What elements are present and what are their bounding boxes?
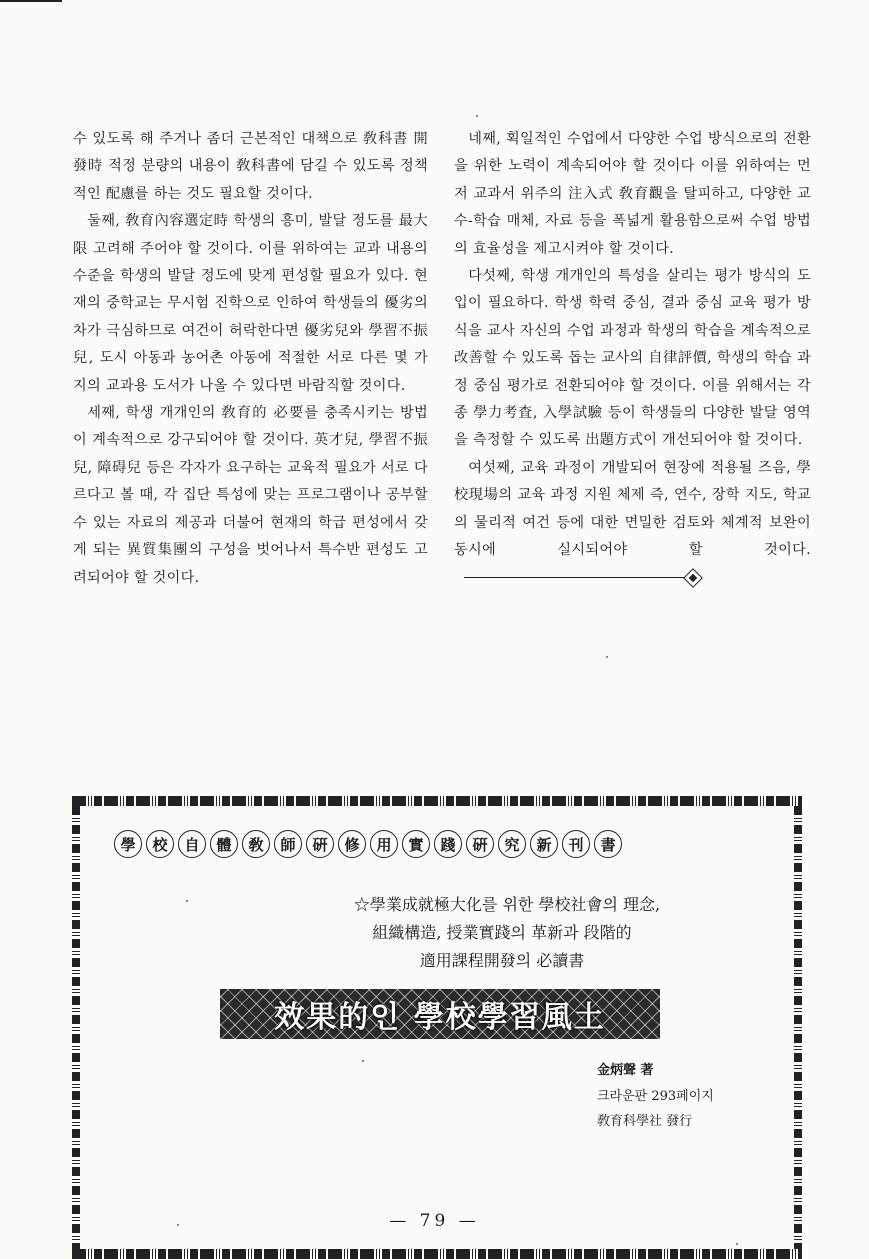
print-speck (186, 900, 188, 902)
paragraph: 네째, 획일적인 수업에서 다양한 수업 방식으로의 전환을 위한 노력이 계속되어야 할 것이다 이를 위하여는 먼저 교과서 위주의 注入式 敎育觀을 탈피하고, 다양한 교수-학습 매체, 자료 등을 폭넓게 활용함으로써 수업 방법의 효율성을 제고시켜야 할 것이다. (454, 131, 811, 257)
book-advertisement (72, 796, 802, 1259)
author: 金炳聲 著 (597, 1063, 654, 1078)
series-char: 體 (210, 830, 238, 858)
right-column (454, 126, 811, 592)
end-diamond-icon (683, 568, 703, 588)
tagline: ☆學業成就極大化를 위한 學校社會의 理念, (353, 895, 661, 914)
series-char: 究 (498, 830, 526, 858)
paragraph: 둘째, 敎育內容選定時 학생의 흥미, 발달 정도를 最大限 고려해 주어야 할 것이다. 이를 위하여는 교과 내용의 수준을 학생의 발달 정도에 맞게 편성할 필요가 있다. 현재의 중학교는 무시험 진학으로 인하여 학생들의 優劣의 차가 극심하므로 여건이 허락한다면 優劣兒와 學習不振兒, 도시 아동과 농어촌 아동에 적절한 서로 다른 몇 가지의 교과용 도서가 나올 수 있다면 바람직할 것이다. (73, 213, 428, 394)
paragraph: 수 있도록 해 주거나 좀더 근본적인 대책으로 敎科書 開發時 적정 분량의 내용이 敎科書에 담길 수 있도록 정책적인 配慮를 하는 것도 필요할 것이다. (73, 131, 428, 202)
paragraph: 세째, 학생 개개인의 敎育的 必要를 충족시키는 방법이 계속적으로 강구되어야 할 것이다. 英才兒, 學習不振兒, 障碍兒 등은 각자가 요구하는 교육적 필요가 서로 다르다고 볼 때, 각 집단 특성에 맞는 프로그램이나 공부할 수 있는 자료의 제공과 더불어 현재의 학급 편성에서 갖게 되는 異質集團의 구성을 벗어나서 특수반 편성도 고려되어야 할 것이다. (73, 405, 428, 586)
book-title-banner (220, 989, 660, 1039)
series-char: 硏 (306, 830, 334, 858)
border-top (72, 796, 802, 806)
print-speck (362, 1060, 364, 1062)
series-char: 校 (146, 830, 174, 858)
book-format: 크라운판 293페이지 (597, 1089, 714, 1104)
series-char: 自 (178, 830, 206, 858)
last-paragraph (454, 455, 811, 592)
top-rule (0, 0, 62, 2)
border-right (794, 806, 802, 1249)
print-speck (736, 1243, 738, 1245)
end-rule (464, 577, 684, 578)
print-speck (476, 115, 478, 117)
series-char: 師 (274, 830, 302, 858)
page-number: — 79 — (389, 1211, 480, 1231)
series-char: 實 (402, 830, 430, 858)
tagline: 適用課程開發의 必讀書 (419, 951, 585, 970)
tagline: 組織構造, 授業實踐의 革新과 段階的 (372, 923, 632, 942)
series-char: 敎 (242, 830, 270, 858)
series-char: 新 (530, 830, 558, 858)
publisher: 敎育科學社 發行 (597, 1114, 693, 1129)
series-char: 書 (594, 830, 622, 858)
series-char: 刊 (562, 830, 590, 858)
border-left (72, 806, 80, 1249)
left-column (73, 126, 428, 592)
series-char: 踐 (434, 830, 462, 858)
series-char: 用 (370, 830, 398, 858)
paragraph-text: 여섯째, 교육 과정이 개발되어 현장에 적용될 즈음, 學校現場의 교육 과정 지원 체제 즉, 연수, 장학 지도, 학교의 물리적 여건 등에 대한 면밀한 검토와 체계적 보완이 동시에 실시되어야 할 것이다. (454, 459, 811, 559)
paragraph: 다섯째, 학생 개개인의 특성을 살리는 평가 방식의 도입이 필요하다. 학생 학력 중심, 결과 중심 교육 평가 방식을 교사 자신의 수업 과정과 학생의 학습을 계속적으로 改善할 수 있도록 돕는 교사의 自律評價, 학생의 학습 과정 중심 평가로 전환되어야 할 것이다. 이를 위해서는 각종 學力考査, 入學試驗 등이 학생들의 다양한 발달 영역을 측정할 수 있도록 出題方式이 개선되어야 할 것이다. (454, 268, 811, 449)
series-char: 硏 (466, 830, 494, 858)
book-title: 效果的인 學校學習風土 (274, 1000, 606, 1035)
series-char: 修 (338, 830, 366, 858)
series-title (114, 830, 622, 858)
series-char: 學 (114, 830, 142, 858)
print-speck (177, 1224, 179, 1226)
print-speck (606, 656, 608, 658)
